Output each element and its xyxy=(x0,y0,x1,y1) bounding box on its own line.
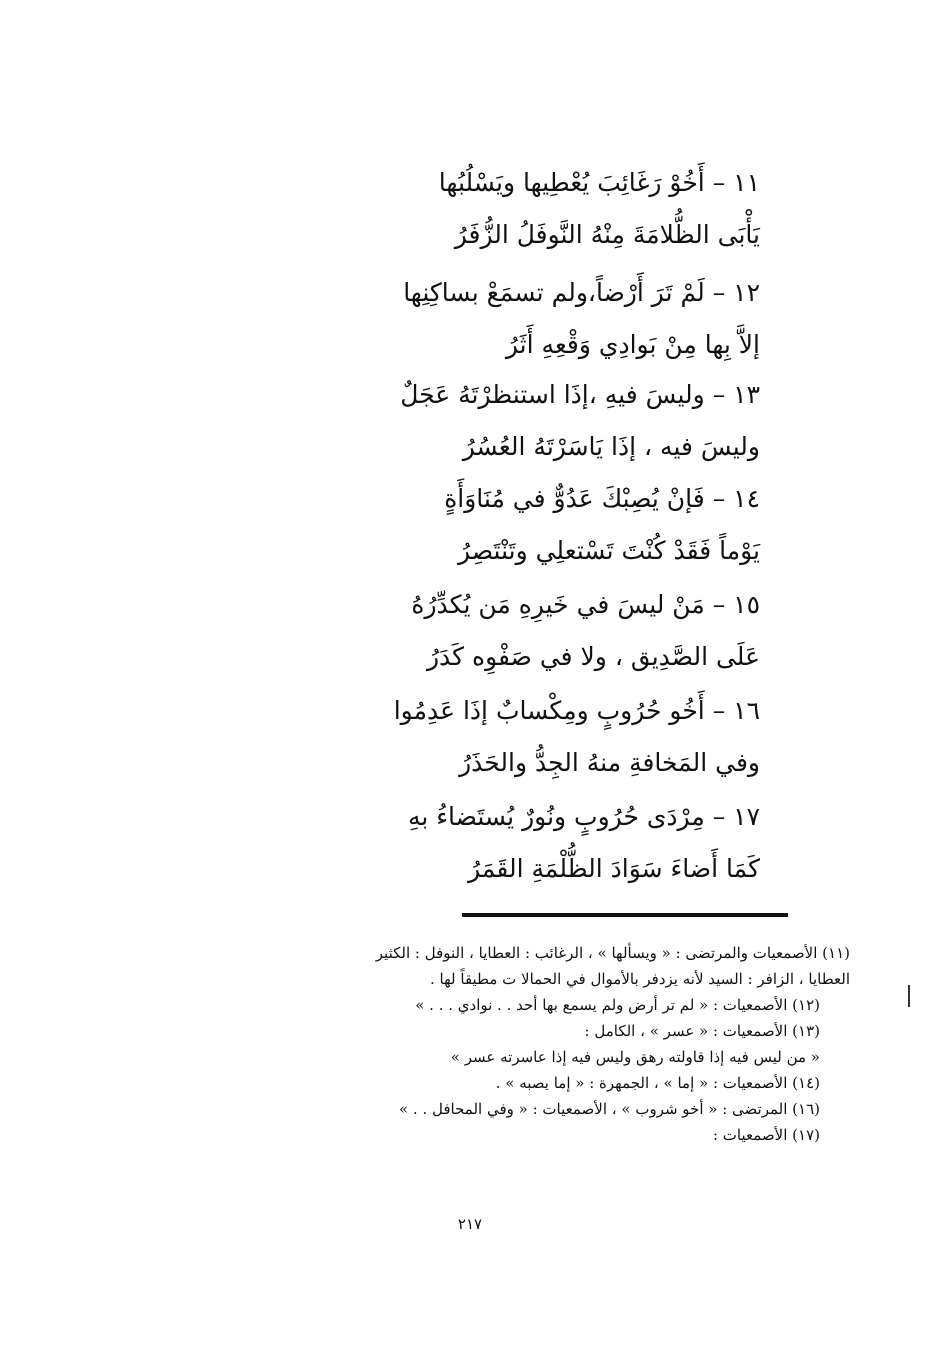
verse-first-hemistich xyxy=(120,686,760,738)
verse-text: مِرْدَى حُرُوبٍ ونُورٌ يُستَضاءُ بهِ xyxy=(407,802,705,831)
verse-dash: – xyxy=(712,380,726,409)
verse-second-hemistich: يَأْبَى الظُّلامَةَ مِنْهُ النَّوفَلُ الزُّفَرُ xyxy=(454,220,760,249)
page-number: ٢١٧ xyxy=(457,1215,483,1233)
verse-first-hemistich xyxy=(120,268,760,320)
verse-12 xyxy=(120,268,760,372)
verse-first-hemistich xyxy=(120,580,760,632)
verse-11 xyxy=(120,158,760,262)
verse-16 xyxy=(120,686,760,790)
footnote-line: (١٣) الأصمعيات : « عسر » ، الكامل : xyxy=(584,1022,820,1040)
verse-text: فَإنْ يُصِبْكَ عَدُوٌّ في مُنَاوَأَةٍ xyxy=(444,484,705,513)
verse-text: وليسَ فيهِ ،إذَا استنظرْتَهُ عَجَلٌ xyxy=(400,380,705,409)
verse-13 xyxy=(120,370,760,474)
verse-second-hemistich: عَلَى الصَّدِيق ، ولا في صَفْوِه كَدَرُ xyxy=(426,642,760,671)
verse-number: ١٥ xyxy=(733,590,760,619)
verse-number: ١٤ xyxy=(733,484,760,513)
verse-dash: – xyxy=(712,168,726,197)
verse-number: ١٢ xyxy=(733,278,760,307)
footnote-line: « من ليس فيه إذا قاولته رهق وليس فيه إذا عاسرته عسر » xyxy=(450,1048,820,1066)
verse-text: لَمْ تَرَ أَرْضاً،ولم تسمَعْ بساكِنِها xyxy=(403,278,705,307)
verse-second-hemistich: كَمَا أَضاءَ سَوَادَ الظُّلْمَةِ القَمَرُ xyxy=(468,854,760,883)
verse-number: ١٦ xyxy=(733,696,760,725)
verse-number: ١٣ xyxy=(733,380,760,409)
verse-14 xyxy=(120,474,760,578)
verse-first-hemistich xyxy=(120,474,760,526)
verse-17 xyxy=(120,792,760,896)
verse-dash: – xyxy=(712,484,726,513)
verse-text: أَخُو حُرُوبٍ ومِكْسابٌ إذَا عَدِمُوا xyxy=(393,696,705,725)
verse-first-hemistich xyxy=(120,792,760,844)
footnote-line: (١٦) المرتضى : « أخو شروب » ، الأصمعيات : « وفي المحافل . . » xyxy=(398,1100,820,1118)
footnote-line: (١١) الأصمعيات والمرتضى : « ويسألها » ، الرغائب : العطايا ، النوفل : الكثير xyxy=(375,944,850,962)
verse-dash: – xyxy=(712,696,726,725)
verse-dash: – xyxy=(712,590,726,619)
verse-number: ١١ xyxy=(733,168,760,197)
footnote-line: العطايا ، الزافر : السيد لأنه يزدفر بالأموال في الحمالا ت مطيقاً لها . xyxy=(430,970,850,988)
footnotes xyxy=(60,940,850,1148)
margin-mark xyxy=(908,985,910,1007)
verse-number: ١٧ xyxy=(733,802,760,831)
verse-second-hemistich: إلاَّ بِها مِنْ بَوادِي وَقْعِهِ أَثَرُ xyxy=(505,330,760,359)
verse-first-hemistich xyxy=(120,370,760,422)
verse-dash: – xyxy=(712,802,726,831)
verse-second-hemistich: وفي المَخافةِ منهُ الجِدُّ والحَذَرُ xyxy=(459,748,760,777)
footnote-line: (١٤) الأصمعيات : « إما » ، الجمهرة : « إما يصبه » . xyxy=(495,1074,820,1092)
verse-second-hemistich: يَوْماً فَقَدْ كُنْتَ تَسْتعلِي وتَنْتَصِرُ xyxy=(458,536,760,565)
footnote-divider xyxy=(462,913,788,917)
verse-second-hemistich: وليسَ فيه ، إذَا يَاسَرْتَهُ العُسُرُ xyxy=(462,432,760,461)
verse-dash: – xyxy=(712,278,726,307)
verse-text: أَخُوْ رَغَائِبَ يُعْطِيها ويَسْلُبُها xyxy=(438,168,705,197)
footnote-line: (١٢) الأصمعيات : « لم تر أرض ولم يسمع بها أحد . . نوادي . . . » xyxy=(415,996,820,1014)
verse-text: مَنْ ليسَ في خَيرِهِ مَن يُكدِّرُهُ xyxy=(411,590,705,619)
verse-first-hemistich xyxy=(120,158,760,210)
footnote-line: (١٧) الأصمعيات : xyxy=(712,1126,820,1144)
verse-15 xyxy=(120,580,760,684)
